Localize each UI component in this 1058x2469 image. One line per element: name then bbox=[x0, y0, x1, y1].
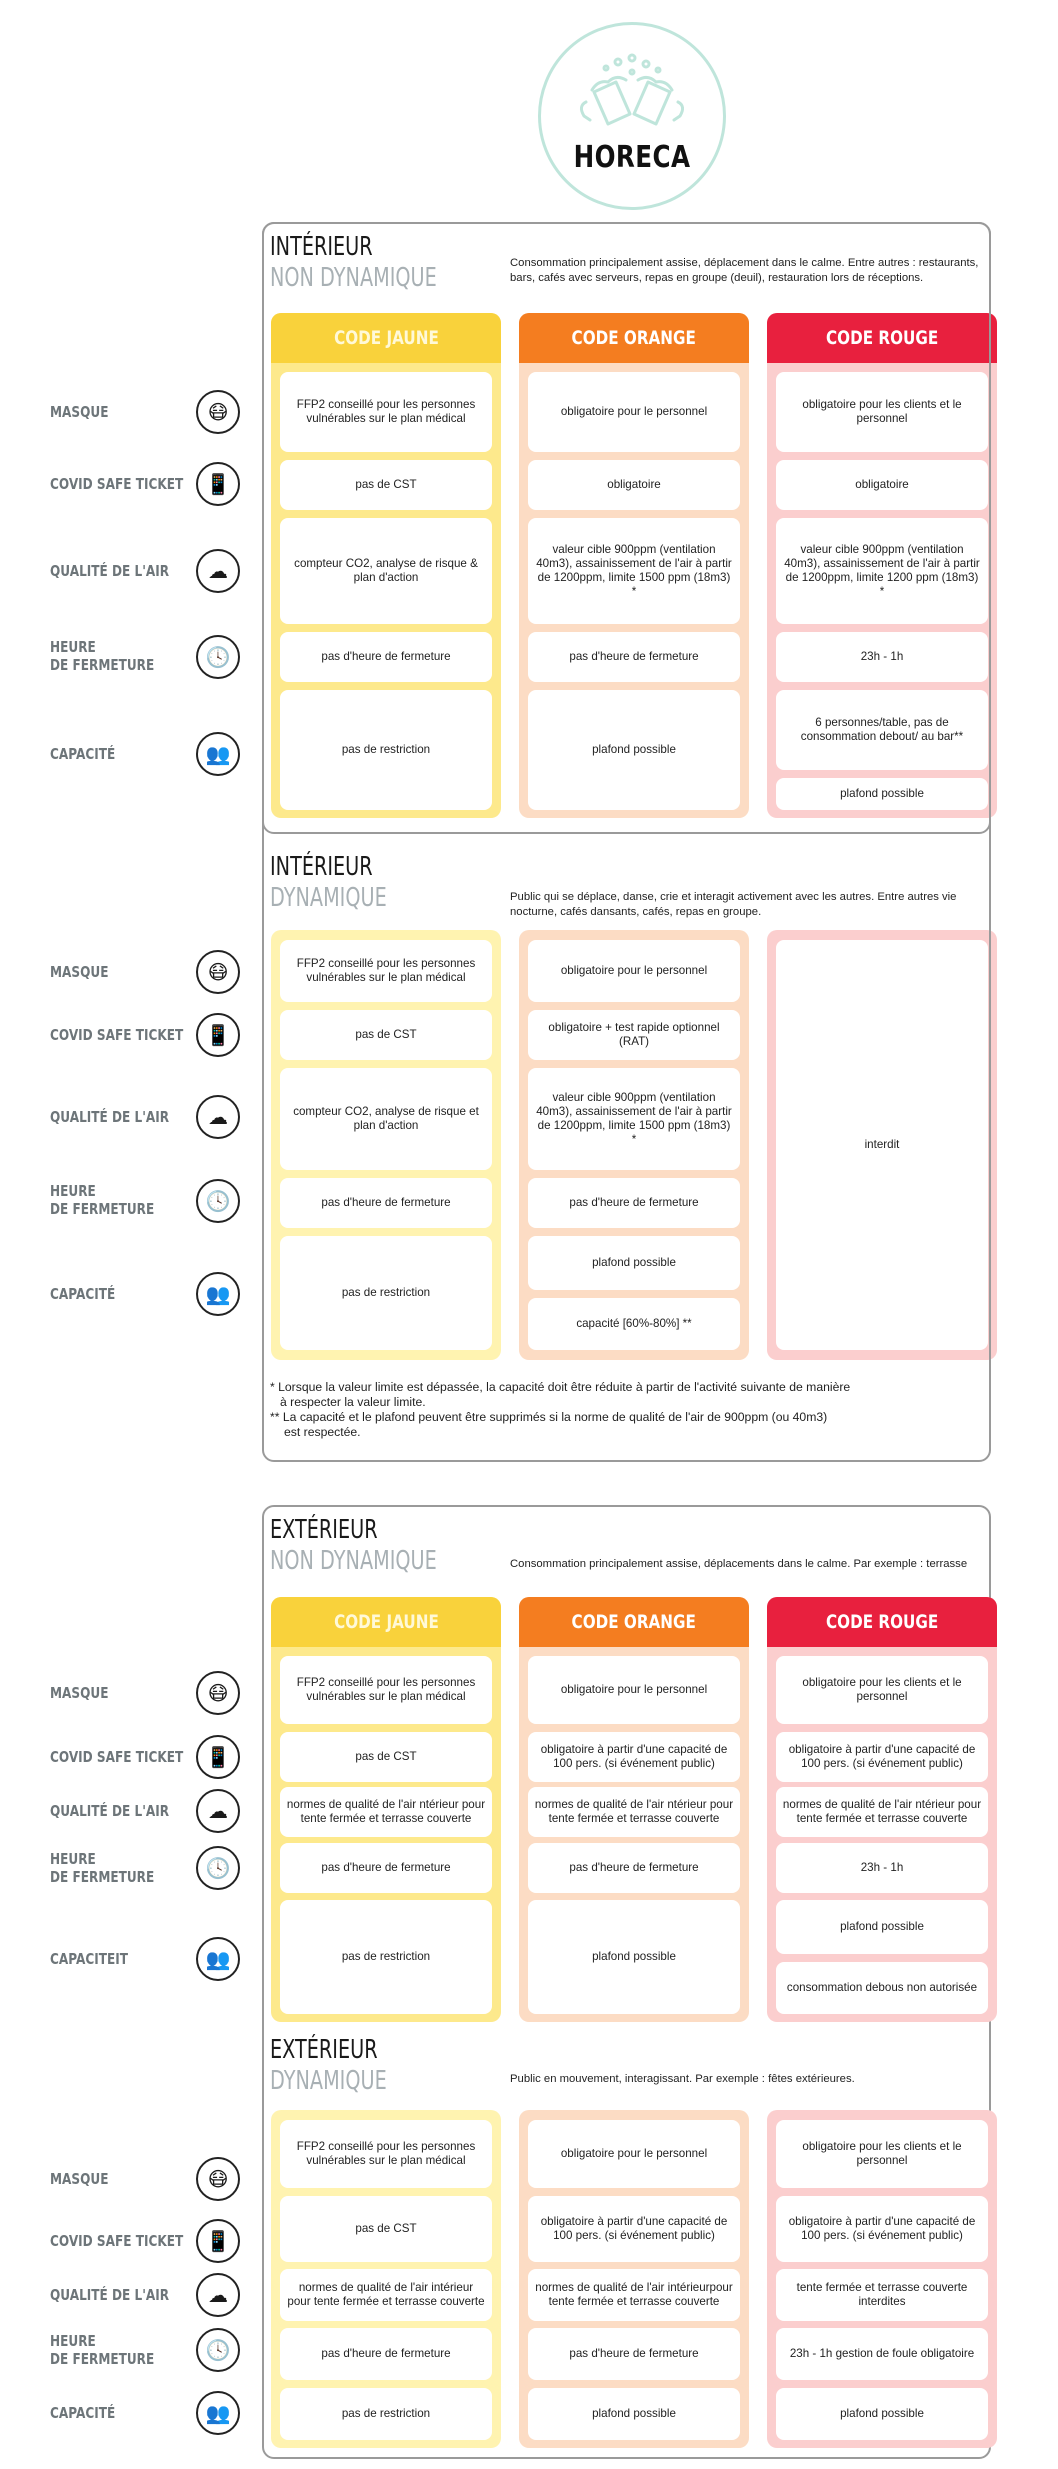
cell-air-orange: normes de qualité de l'air ntérieur pour tente fermée et terrasse couverte bbox=[528, 1787, 740, 1837]
mask-icon: 😷 bbox=[196, 950, 240, 994]
phone-ticket-icon: 📱 bbox=[196, 2219, 240, 2263]
cell-capacite-orange: plafond possible bbox=[528, 1900, 740, 2014]
cell-heure-orange: pas d'heure de fermeture bbox=[528, 2328, 740, 2380]
cell-capacite-rouge: plafond possible bbox=[776, 2388, 988, 2440]
section-title bbox=[270, 1515, 437, 1577]
cell-cst-orange: obligatoire à partir d'une capacité de 100 pers. (si événement public) bbox=[528, 2196, 740, 2262]
cell-masque-jaune: FFP2 conseillé pour les personnes vulnérables sur le plan médical bbox=[280, 2120, 492, 2188]
footnote-line: ** La capacité et le plafond peuvent être supprimés si la norme de qualité de l'air de 900ppm (ou 40m3) bbox=[270, 1410, 828, 1424]
footnote-line: à respecter la valeur limite. bbox=[280, 1395, 426, 1409]
section-description: Public qui se déplace, danse, crie et interagit activement avec les autres. Entre autres vie nocturne, cafés dansants, cafés, repas en groupe. bbox=[510, 891, 957, 918]
label-line: DE FERMETURE bbox=[50, 656, 155, 674]
cell-capacite-orange: plafond possible bbox=[528, 1236, 740, 1290]
cell-capacite-rouge: 6 personnes/table, pas de consommation debout/ au bar** bbox=[776, 690, 988, 770]
cell-capacite-orange: plafond possible bbox=[528, 690, 740, 810]
cell-capacite-rouge-2: consommation debous non autorisée bbox=[776, 1962, 988, 2014]
cell-air-orange: normes de qualité de l'air intérieurpour tente fermée et terrasse couverte bbox=[528, 2269, 740, 2321]
cell-capacite-jaune: pas de restriction bbox=[280, 2388, 492, 2440]
cell-cst-jaune: pas de CST bbox=[280, 1732, 492, 1782]
row-label-capacite: CAPACITÉ bbox=[50, 745, 116, 763]
label-line: DE FERMETURE bbox=[50, 1868, 155, 1886]
cell-masque-orange: obligatoire pour le personnel bbox=[528, 2120, 740, 2188]
cell-cst-orange: obligatoire bbox=[528, 460, 740, 510]
cell-capacite-jaune: pas de restriction bbox=[280, 1236, 492, 1350]
cell-masque-jaune: FFP2 conseillé pour les personnes vulnérables sur le plan médical bbox=[280, 372, 492, 452]
cell-heure-jaune: pas d'heure de fermeture bbox=[280, 2328, 492, 2380]
row-label-cst: COVID SAFE TICKET bbox=[50, 1026, 184, 1044]
capacity-people-icon: 👥 bbox=[196, 1272, 240, 1316]
row-label-heure bbox=[50, 2332, 154, 2368]
header-label: CODE ORANGE bbox=[571, 327, 697, 349]
cell-capacite-rouge-2: plafond possible bbox=[776, 778, 988, 810]
cell-heure-rouge: 23h - 1h bbox=[776, 1843, 988, 1893]
section-description: Public en mouvement, interagissant. Par exemple : fêtes extérieures. bbox=[510, 2073, 855, 2085]
clock-icon: 🕓 bbox=[196, 2328, 240, 2372]
cell-heure-orange: pas d'heure de fermeture bbox=[528, 1178, 740, 1228]
cell-heure-rouge: 23h - 1h gestion de foule obligatoire bbox=[776, 2328, 988, 2380]
air-co2-icon: ☁ bbox=[196, 2273, 240, 2317]
label-line: HEURE bbox=[50, 638, 96, 656]
cell-air-jaune: normes de qualité de l'air intérieur pour tente fermée et terrasse couverte bbox=[280, 2269, 492, 2321]
clock-icon: 🕓 bbox=[196, 635, 240, 679]
header-label: CODE JAUNE bbox=[333, 327, 439, 349]
header-code-rouge bbox=[767, 1597, 997, 1647]
section-description: Consommation principalement assise, déplacements dans le calme. Par exemple : terrasse bbox=[510, 1558, 968, 1570]
cell-cst-rouge: obligatoire à partir d'une capacité de 100 pers. (si événement public) bbox=[776, 2196, 988, 2262]
section-title bbox=[270, 2035, 387, 2097]
cell-cst-rouge: obligatoire à partir d'une capacité de 100 pers. (si événement public) bbox=[776, 1732, 988, 1782]
row-label-air: QUALITÉ DE L'AIR bbox=[50, 1108, 170, 1126]
section-title-main: INTÉRIEUR bbox=[270, 852, 373, 882]
row-label-heure bbox=[50, 1850, 154, 1886]
section-title-sub: DYNAMIQUE bbox=[270, 883, 387, 913]
row-label-capacite: CAPACITÉ bbox=[50, 1285, 116, 1303]
cell-air-jaune: compteur CO2, analyse de risque et plan d'action bbox=[280, 1068, 492, 1170]
section-title-sub: NON DYNAMIQUE bbox=[270, 263, 437, 293]
cell-heure-rouge: 23h - 1h bbox=[776, 632, 988, 682]
section-title-main: EXTÉRIEUR bbox=[270, 1515, 378, 1545]
section-title-sub: NON DYNAMIQUE bbox=[270, 1546, 437, 1576]
panel-interieur bbox=[262, 222, 991, 1462]
cell-rouge-interdit: interdit bbox=[776, 940, 988, 1350]
cell-cst-jaune: pas de CST bbox=[280, 1010, 492, 1060]
cell-capacite-orange-2: capacité [60%-80%] ** bbox=[528, 1298, 740, 1350]
cell-masque-rouge: obligatoire pour les clients et le personnel bbox=[776, 2120, 988, 2188]
cell-cst-jaune: pas de CST bbox=[280, 2196, 492, 2262]
cell-cst-rouge: obligatoire bbox=[776, 460, 988, 510]
cell-masque-rouge: obligatoire pour les clients et le personnel bbox=[776, 1656, 988, 1724]
cell-air-orange: valeur cible 900ppm (ventilation 40m3), assainissement de l'air à partir de 1200ppm, limite 1500 ppm (18m3) * bbox=[528, 518, 740, 624]
footnote-line: est respectée. bbox=[284, 1425, 361, 1439]
capacity-people-icon: 👥 bbox=[196, 732, 240, 776]
row-label-masque: MASQUE bbox=[50, 963, 109, 981]
air-co2-icon: ☁ bbox=[196, 1095, 240, 1139]
mask-icon: 😷 bbox=[196, 2157, 240, 2201]
section-title-main: EXTÉRIEUR bbox=[270, 2035, 378, 2065]
clock-icon: 🕓 bbox=[196, 1846, 240, 1890]
header-label: CODE ORANGE bbox=[571, 1611, 697, 1633]
cell-capacite-jaune: pas de restriction bbox=[280, 1900, 492, 2014]
row-label-masque: MASQUE bbox=[50, 2170, 109, 2188]
beer-toast-icon bbox=[572, 52, 692, 142]
cell-cst-orange: obligatoire à partir d'une capacité de 100 pers. (si événement public) bbox=[528, 1732, 740, 1782]
section-title-sub: DYNAMIQUE bbox=[270, 2066, 387, 2096]
cell-air-jaune: normes de qualité de l'air ntérieur pour tente fermée et terrasse couverte bbox=[280, 1787, 492, 1837]
cell-masque-orange: obligatoire pour le personnel bbox=[528, 940, 740, 1002]
phone-ticket-icon: 📱 bbox=[196, 1013, 240, 1057]
cell-masque-orange: obligatoire pour le personnel bbox=[528, 372, 740, 452]
capacity-people-icon: 👥 bbox=[196, 1937, 240, 1981]
row-label-air: QUALITÉ DE L'AIR bbox=[50, 562, 170, 580]
cell-air-orange: valeur cible 900ppm (ventilation 40m3), assainissement de l'air à partir de 1200ppm, limite 1500 ppm (18m3) * bbox=[528, 1068, 740, 1170]
cell-air-jaune: compteur CO2, analyse de risque & plan d'action bbox=[280, 518, 492, 624]
mask-icon: 😷 bbox=[196, 390, 240, 434]
cell-masque-jaune: FFP2 conseillé pour les personnes vulnérables sur le plan médical bbox=[280, 940, 492, 1002]
cell-masque-jaune: FFP2 conseillé pour les personnes vulnérables sur le plan médical bbox=[280, 1656, 492, 1724]
cell-capacite-jaune: pas de restriction bbox=[280, 690, 492, 810]
cell-capacite-orange: plafond possible bbox=[528, 2388, 740, 2440]
label-line: DE FERMETURE bbox=[50, 1200, 155, 1218]
label-line: HEURE bbox=[50, 1850, 96, 1868]
cell-heure-jaune: pas d'heure de fermeture bbox=[280, 1843, 492, 1893]
row-label-masque: MASQUE bbox=[50, 403, 109, 421]
row-label-capacite: CAPACITÉ bbox=[50, 2404, 116, 2422]
row-label-cst: COVID SAFE TICKET bbox=[50, 475, 184, 493]
cell-heure-jaune: pas d'heure de fermeture bbox=[280, 632, 492, 682]
header-label: CODE ROUGE bbox=[825, 327, 939, 349]
cell-capacite-rouge: plafond possible bbox=[776, 1900, 988, 1954]
section-title-main: INTÉRIEUR bbox=[270, 232, 373, 262]
header-label: CODE JAUNE bbox=[333, 1611, 439, 1633]
cell-cst-orange: obligatoire + test rapide optionnel (RAT) bbox=[528, 1010, 740, 1060]
air-co2-icon: ☁ bbox=[196, 1789, 240, 1833]
label-line: HEURE bbox=[50, 2332, 96, 2350]
phone-ticket-icon: 📱 bbox=[196, 1735, 240, 1779]
cell-heure-orange: pas d'heure de fermeture bbox=[528, 632, 740, 682]
cell-air-rouge: normes de qualité de l'air ntérieur pour tente fermée et terrasse couverte bbox=[776, 1787, 988, 1837]
label-line: HEURE bbox=[50, 1182, 96, 1200]
cell-masque-rouge: obligatoire pour les clients et le personnel bbox=[776, 372, 988, 452]
header-code-jaune bbox=[271, 1597, 501, 1647]
logo-text: HORECA bbox=[573, 140, 691, 175]
header-code-orange bbox=[519, 1597, 749, 1647]
row-label-air: QUALITÉ DE L'AIR bbox=[50, 1802, 170, 1820]
row-label-air: QUALITÉ DE L'AIR bbox=[50, 2286, 170, 2304]
cell-air-rouge: tente fermée et terrasse couverte interdites bbox=[776, 2269, 988, 2321]
cell-air-rouge: valeur cible 900ppm (ventilation 40m3), assainissement de l'air à partir de 1200ppm, limite 1200 ppm (18m3) * bbox=[776, 518, 988, 624]
capacity-people-icon: 👥 bbox=[196, 2391, 240, 2435]
clock-icon: 🕓 bbox=[196, 1179, 240, 1223]
horeca-logo bbox=[538, 22, 726, 210]
air-co2-icon: ☁ bbox=[196, 549, 240, 593]
label-line: DE FERMETURE bbox=[50, 2350, 155, 2368]
row-label-capaciteit: CAPACITEIT bbox=[50, 1950, 128, 1968]
footnote-line: * Lorsque la valeur limite est dépassée, la capacité doit être réduite à partir de l'activité suivante de manière bbox=[270, 1380, 851, 1394]
row-label-heure bbox=[50, 1182, 154, 1218]
header-label: CODE ROUGE bbox=[825, 1611, 939, 1633]
section-description: Consommation principalement assise, déplacement dans le calme. Entre autres : restaurants, bars, cafés avec serveurs, repas en groupe (deuil), restauration lors de réceptions. bbox=[510, 257, 979, 284]
cell-heure-jaune: pas d'heure de fermeture bbox=[280, 1178, 492, 1228]
row-label-cst: COVID SAFE TICKET bbox=[50, 2232, 184, 2250]
phone-ticket-icon: 📱 bbox=[196, 462, 240, 506]
row-label-cst: COVID SAFE TICKET bbox=[50, 1748, 184, 1766]
cell-heure-orange: pas d'heure de fermeture bbox=[528, 1843, 740, 1893]
mask-icon: 😷 bbox=[196, 1671, 240, 1715]
row-label-masque: MASQUE bbox=[50, 1684, 109, 1702]
row-label-heure bbox=[50, 638, 154, 674]
cell-masque-orange: obligatoire pour le personnel bbox=[528, 1656, 740, 1724]
cell-cst-jaune: pas de CST bbox=[280, 460, 492, 510]
